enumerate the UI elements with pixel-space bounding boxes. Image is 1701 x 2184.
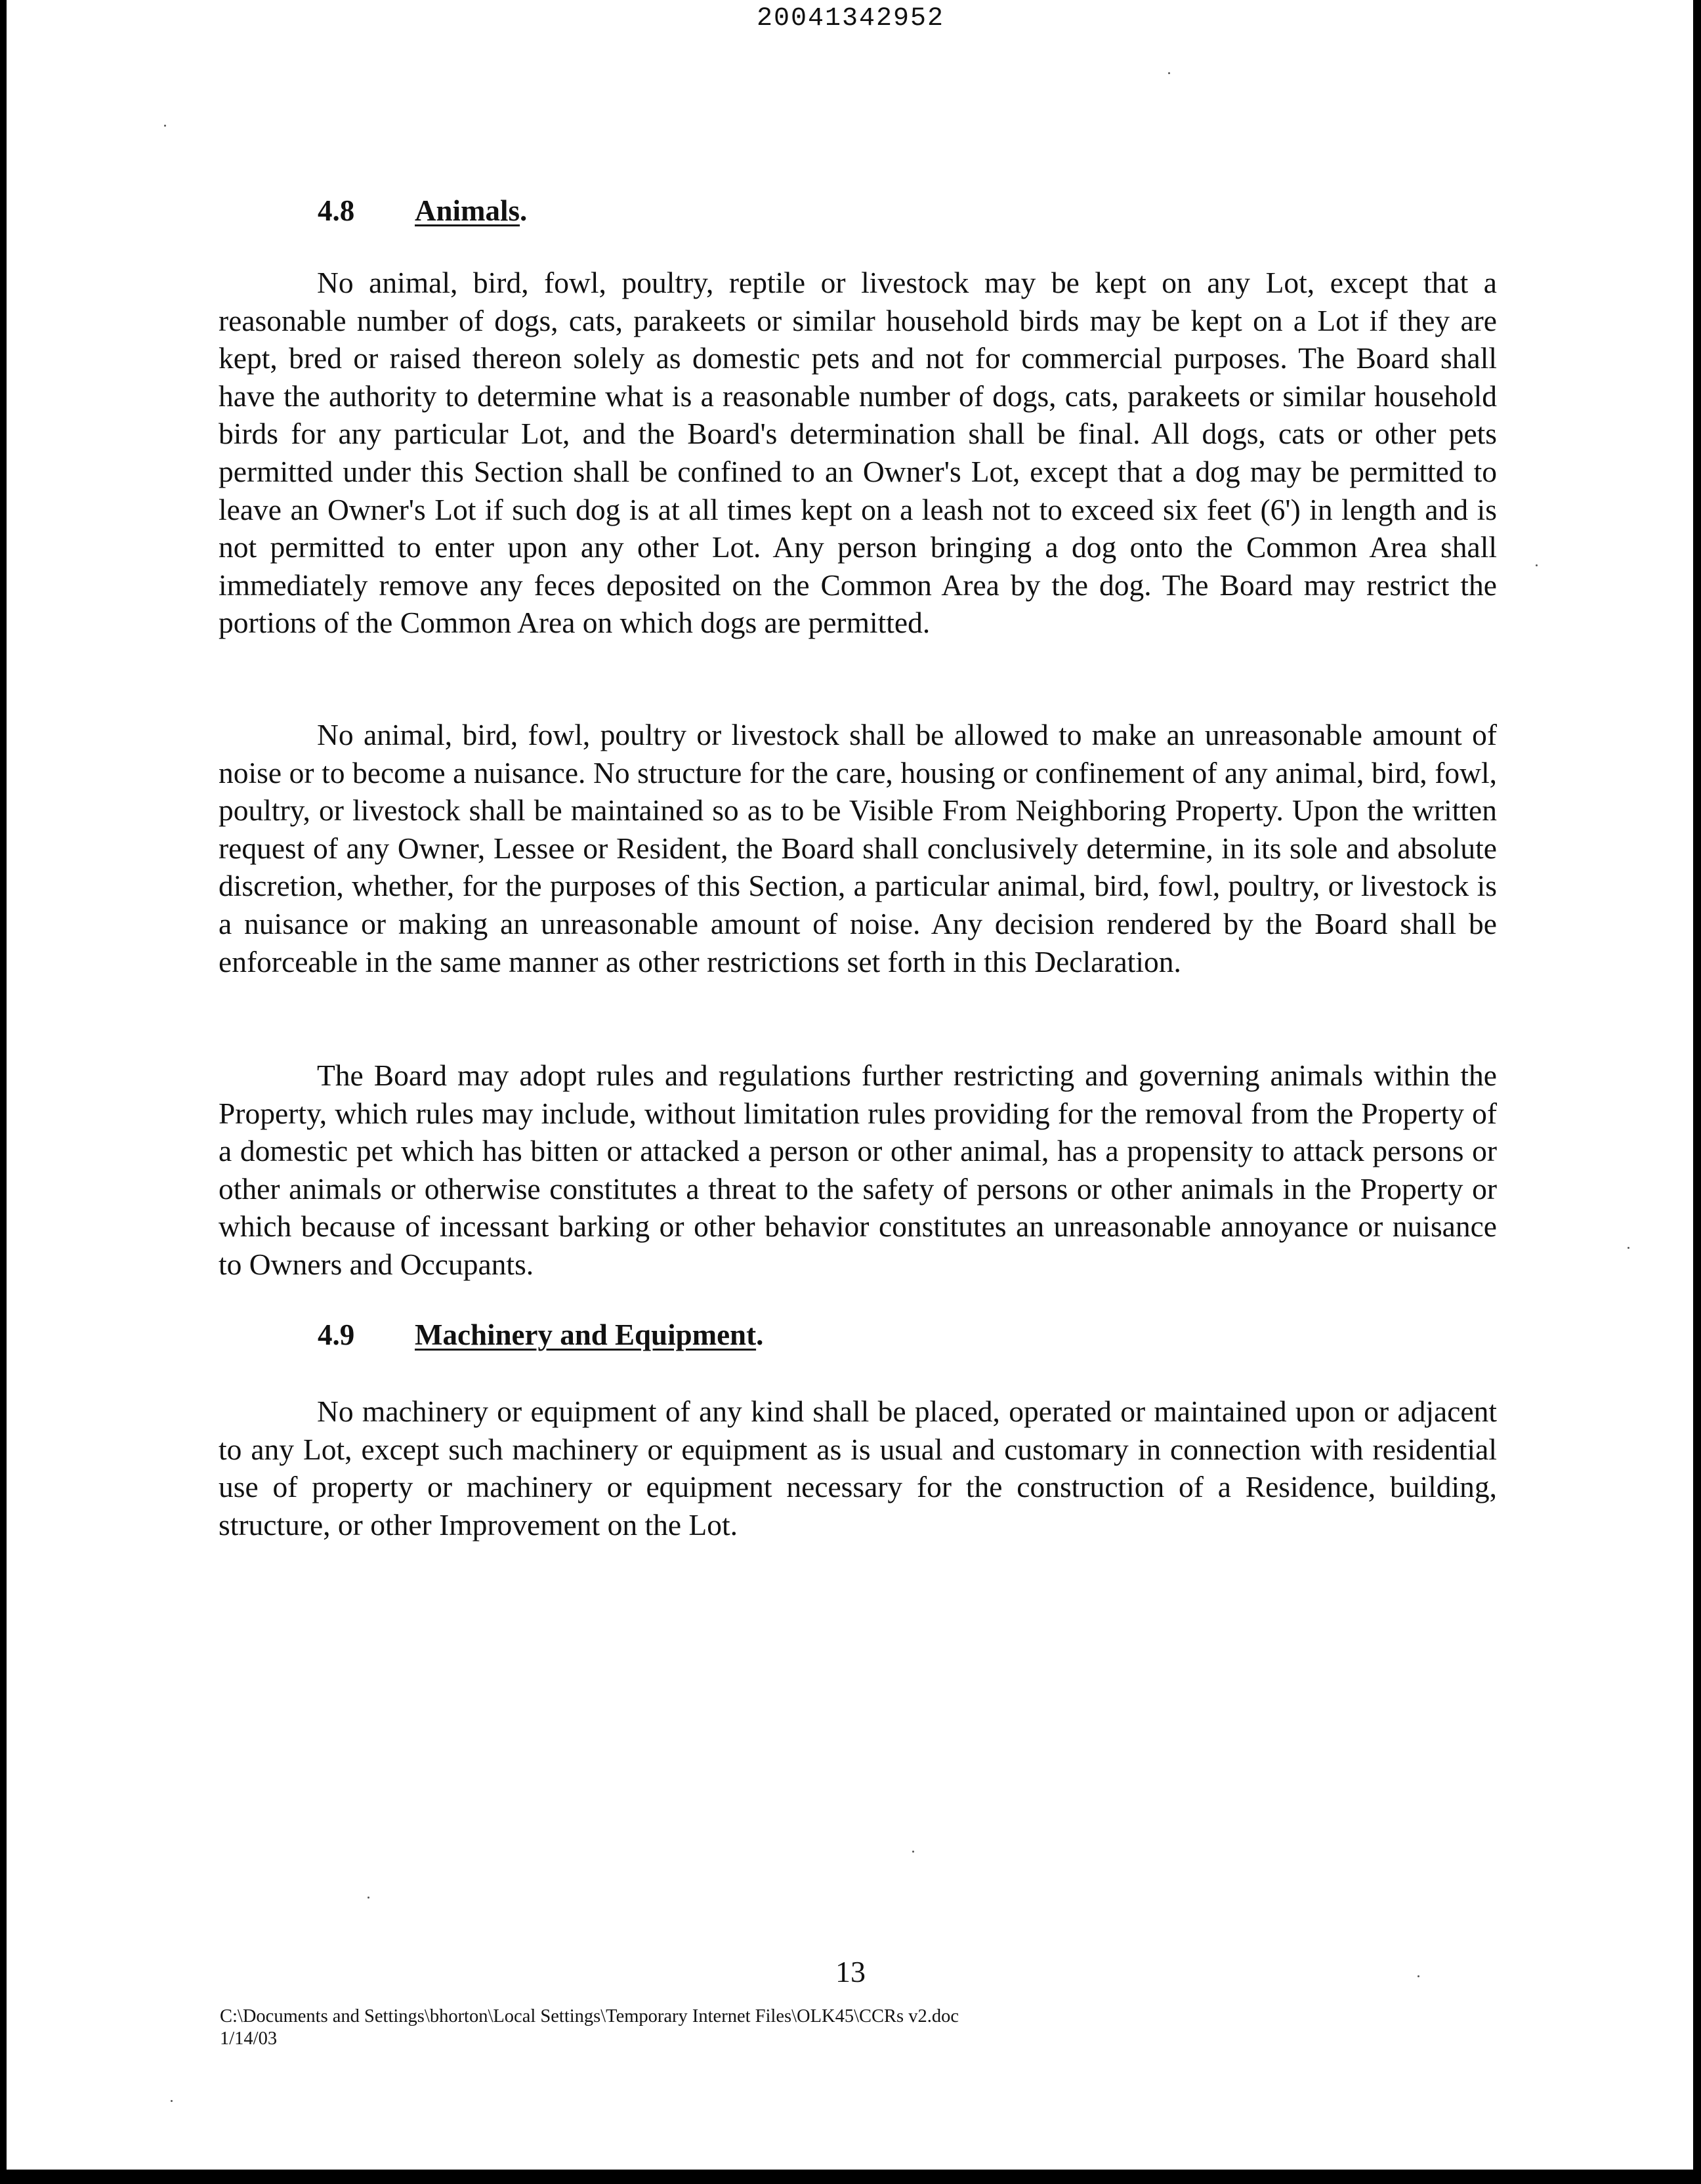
section-heading-4-8: [318, 194, 527, 228]
scan-speck: [171, 2100, 173, 2102]
section-title: Machinery and Equipment: [415, 1318, 757, 1351]
section-title: Animals: [415, 194, 520, 227]
section-title-period: .: [520, 194, 528, 227]
scan-left-border: [0, 0, 7, 2184]
scan-speck: [1628, 1247, 1629, 1249]
paragraph-animals-noise: No animal, bird, fowl, poultry or livestock shall be allowed to make an unreasonable amount of noise or to become a nuisance. No structure for the care, housing or confinement of any animal, bird, fowl, poultry, or livestock shall be maintained so as to be Visible From Neighboring Property. Upon the written request of any Owner, Lessee or Resident, the Board shall conclusively determine, in its sole and absolute discretion, whether, for the purposes of this Section, a particular animal, bird, fowl, poultry, or livestock is a nuisance or making an unreasonable amount of noise. Any decision rendered by the Board shall be enforceable in the same manner as other restrictions set forth in this Declaration.: [219, 718, 1497, 978]
scan-speck: [1168, 72, 1170, 74]
paragraph-animals-rules: The Board may adopt rules and regulations further restricting and governing animals within the Property, which rules may include, without limitation rules providing for the removal from the Property of a domestic pet which has bitten or attacked a person or other animal, has a propensity to attack persons or other animals or otherwise constitutes a threat to the safety of persons or other animals in the Property or which because of incessant barking or other behavior constitutes an unreasonable annoyance or nuisance to Owners and Occupants.: [219, 1059, 1497, 1281]
footer-file-path: C:\Documents and Settings\bhorton\Local Settings\Temporary Internet Files\OLK45\CCRs v2.doc: [220, 2006, 959, 2026]
scan-right-border: [1693, 0, 1701, 2184]
page-number: 13: [835, 1955, 866, 1988]
section-title-period: .: [756, 1318, 764, 1351]
scan-speck: [912, 1851, 914, 1853]
section-number: 4.9: [318, 1318, 355, 1351]
scan-speck: [1418, 1975, 1419, 1977]
document-number: 20041342952: [756, 4, 945, 33]
footer-date: 1/14/03: [220, 2028, 278, 2049]
section-heading-4-9: [318, 1318, 763, 1352]
scan-speck: [368, 1897, 369, 1899]
scan-bottom-border: [0, 2170, 1701, 2184]
paragraph-machinery: No machinery or equipment of any kind shall be placed, operated or maintained upon or adjacent to any Lot, except such machinery or equipment as is usual and customary in connection with residential use of property or machinery or equipment necessary for the construction of a Residence, building, structure, or other Improvement on the Lot.: [219, 1395, 1497, 1542]
section-number: 4.8: [318, 194, 355, 227]
scan-speck: [1536, 564, 1538, 566]
paragraph-animals-keeping: No animal, bird, fowl, poultry, reptile or livestock may be kept on any Lot, except that a reasonable number of dogs, cats, parakeets or similar household birds may be kept on a Lot if they are kept, bred or raised thereon solely as domestic pets and not for commercial purposes. The Board shall have the authority to determine what is a reasonable number of dogs, cats, parakeets or similar household birds for any particular Lot, and the Board's determination shall be final. All dogs, cats or other pets permitted under this Section shall be confined to an Owner's Lot, except that a dog may be permitted to leave an Owner's Lot if such dog is at all times kept on a leash not to exceed six feet (6') in length and is not permitted to enter upon any other Lot. Any person bringing a dog onto the Common Area shall immediately remove any feces deposited on the Common Area by the dog. The Board may restrict the portions of the Common Area on which dogs are permitted.: [219, 266, 1497, 640]
footer-file-info: [220, 2006, 959, 2050]
scan-speck: [164, 125, 166, 127]
